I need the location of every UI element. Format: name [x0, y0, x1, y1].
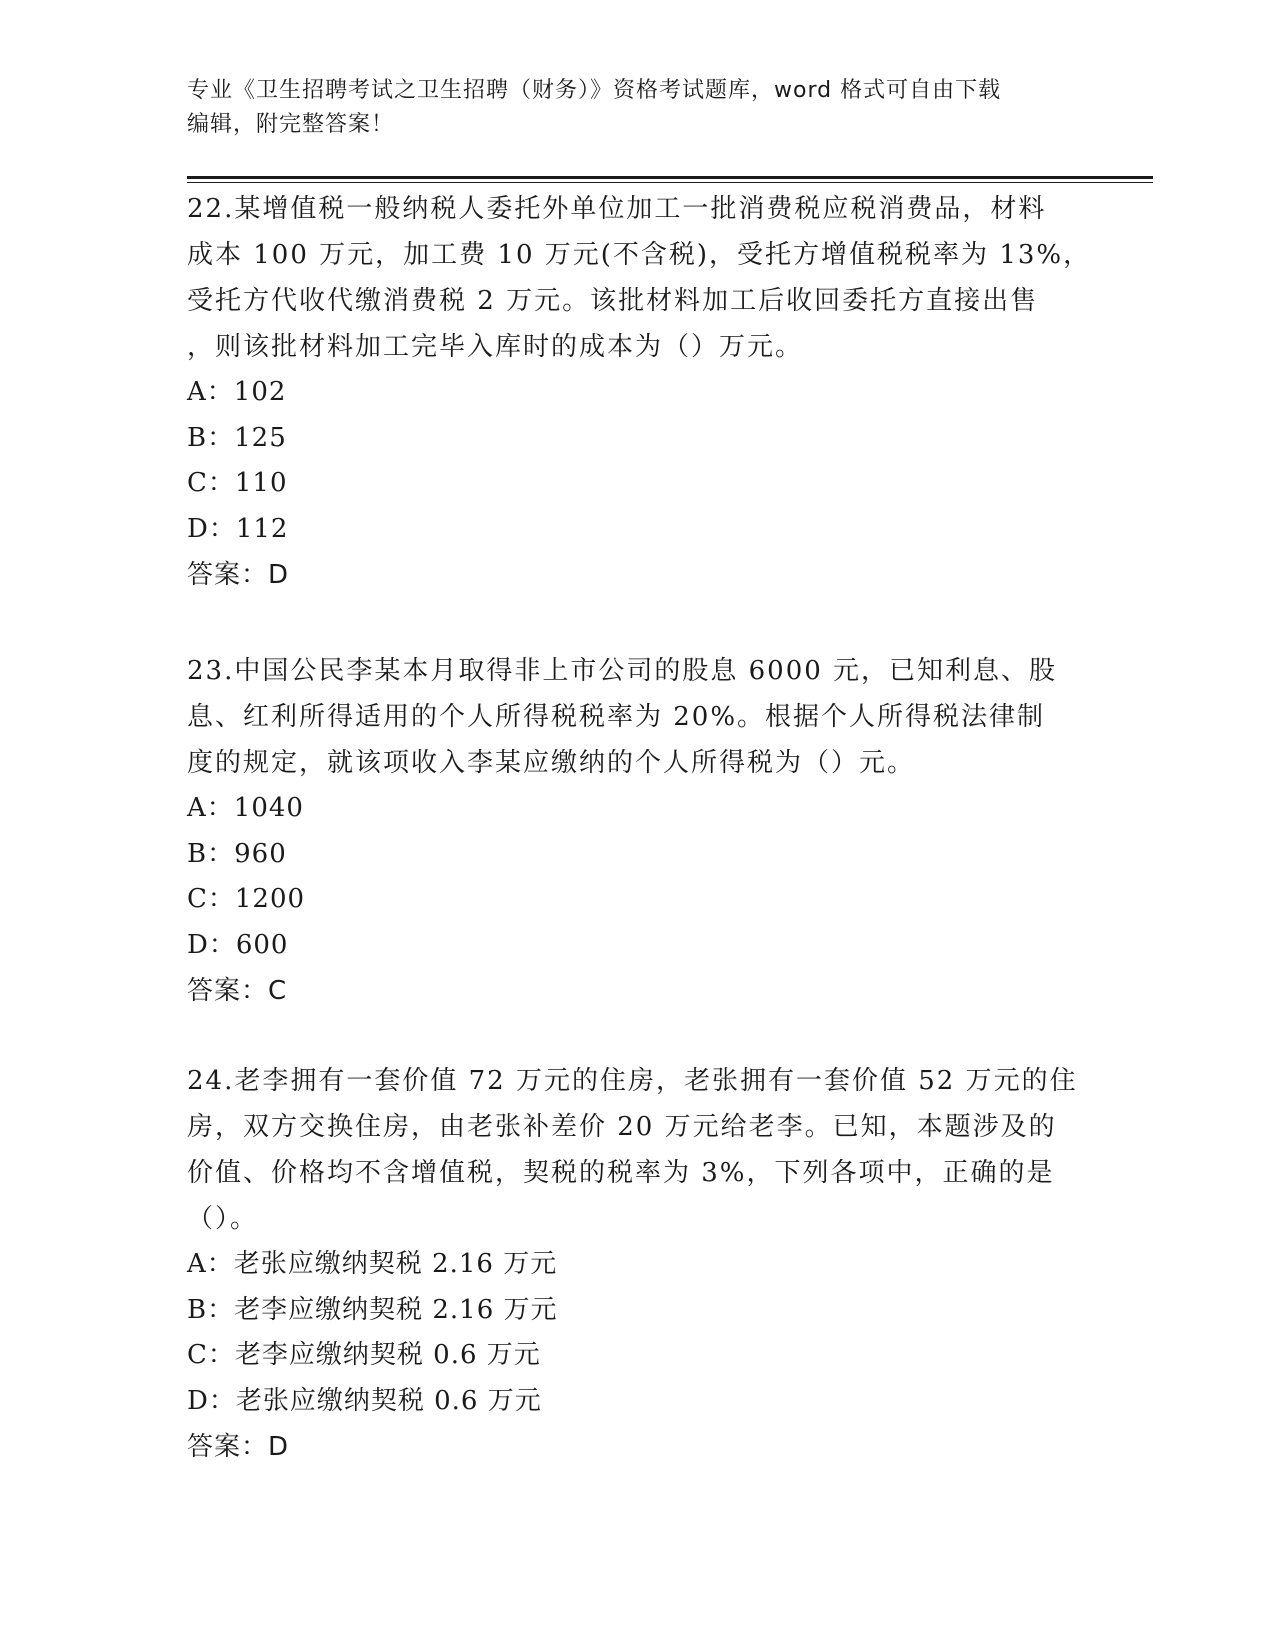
option-c: C：老李应缴纳契税 0.6 万元 — [187, 1340, 541, 1370]
document-header — [187, 74, 1067, 142]
option-b: B：老李应缴纳契税 2.16 万元 — [187, 1294, 558, 1325]
answer-label: 答案：D — [187, 560, 290, 590]
question-22 — [187, 186, 1092, 598]
option-a: A：102 — [187, 377, 287, 407]
option-b: B：960 — [187, 838, 287, 869]
header-divider-thin — [187, 182, 1153, 183]
question-24 — [187, 1058, 1087, 1470]
question-stem-line: 房，双方交换住房，由老张补差价 20 万元给老李。已知，本题涉及的 — [187, 1112, 1057, 1142]
header-line-2: 编辑，附完整答案！ — [187, 112, 395, 137]
question-stem-line: 24.老李拥有一套价值 72 万元的住房，老张拥有一套价值 52 万元的住 — [187, 1066, 1078, 1096]
answer-label: 答案：D — [187, 1432, 290, 1462]
question-stem-line: 22.某增值税一般纳税人委托外单位加工一批消费税应税消费品，材料 — [187, 194, 1047, 224]
option-b: B：125 — [187, 422, 287, 453]
question-stem-line: 成本 100 万元，加工费 10 万元(不含税)，受托方增值税税率为 13%， — [187, 240, 1092, 270]
question-stem-line: 受托方代收代缴消费税 2 万元。该批材料加工后收回委托方直接出售 — [187, 286, 1039, 316]
question-stem-line: ，则该批材料加工完毕入库时的成本为（）万元。 — [187, 332, 804, 362]
question-stem-line: 23.中国公民李某本月取得非上市公司的股息 6000 元，已知利息、股 — [187, 656, 1058, 686]
option-a: A：1040 — [187, 793, 304, 823]
question-stem-line: 息、红利所得适用的个人所得税税率为 20%。根据个人所得税法律制 — [187, 702, 1046, 732]
question-stem-line: 价值、价格均不含增值税，契税的税率为 3%，下列各项中，正确的是 — [187, 1158, 1055, 1188]
question-stem-line: （）。 — [187, 1204, 259, 1234]
header-divider-thick — [187, 176, 1153, 179]
option-d: D：600 — [187, 929, 289, 960]
answer-label: 答案：C — [187, 976, 288, 1006]
header-line-1: 专业《卫生招聘考试之卫生招聘（财务）》资格考试题库，word 格式可自由下载 — [187, 78, 1002, 103]
option-c: C：1200 — [187, 884, 306, 914]
option-d: D：112 — [187, 513, 289, 544]
question-23 — [187, 648, 1087, 1014]
option-c: C：110 — [187, 468, 288, 498]
option-d: D：老张应缴纳契税 0.6 万元 — [187, 1385, 542, 1416]
option-a: A：老张应缴纳契税 2.16 万元 — [187, 1249, 558, 1279]
question-stem-line: 度的规定，就该项收入李某应缴纳的个人所得税为（）元。 — [187, 748, 916, 778]
